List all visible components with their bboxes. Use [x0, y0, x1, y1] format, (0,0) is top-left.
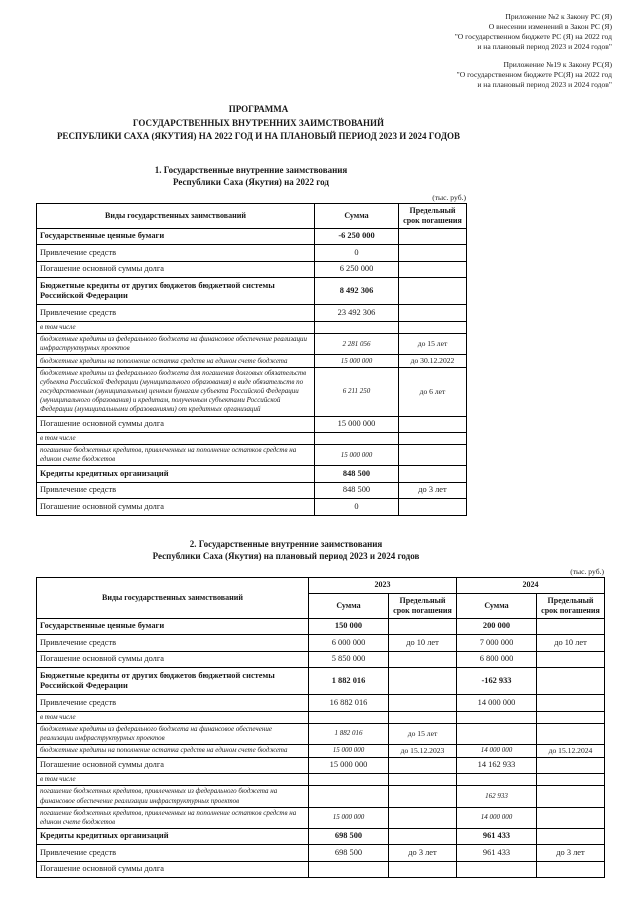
row-label: бюджетные кредиты на пополнение остатка средств на едином счете бюджета: [37, 745, 309, 758]
table-row: [37, 651, 605, 668]
sum-value: -6 250 000: [315, 228, 399, 245]
row-label: Государственные ценные бумаги: [37, 228, 315, 245]
term-2023-value: [389, 786, 457, 807]
table-row: [37, 305, 467, 322]
term-2024-value: до 15.12.2024: [537, 745, 605, 758]
row-label: Привлечение средств: [37, 635, 309, 652]
table-header-row: [37, 577, 605, 593]
term-value: до 15 лет: [399, 333, 467, 354]
row-label: в том числе: [37, 321, 315, 333]
term-value: [399, 261, 467, 278]
term-2024-value: до 10 лет: [537, 635, 605, 652]
term-2024-value: [537, 711, 605, 723]
text-line: О внесении изменений в Закон РС (Я): [488, 21, 612, 31]
row-label: Погашение основной суммы долга: [37, 416, 315, 433]
table-row: [37, 416, 467, 433]
row-label: Погашение основной суммы долга: [37, 499, 315, 516]
sum-2024-value: 14 000 000: [457, 695, 537, 712]
header-term-2023: Предельный срок погашения: [389, 593, 457, 618]
term-value: [399, 245, 467, 262]
text-line: "О государственном бюджете РС(Я) на 2022 год: [456, 70, 612, 80]
table-row: [37, 861, 605, 878]
header-year-2023: 2023: [309, 577, 457, 593]
table-row: [37, 711, 605, 723]
sum-2023-value: 6 000 000: [309, 635, 389, 652]
section-2-heading: [36, 538, 536, 563]
term-value: [399, 433, 467, 445]
row-label: бюджетные кредиты из федерального бюджета на финансовое обеспечение реализации инфраструктурных проектов: [37, 723, 309, 744]
sum-value: 2 281 056: [315, 333, 399, 354]
row-label: Бюджетные кредиты от других бюджетов бюджетной системы Российской Федерации: [37, 278, 315, 305]
sum-2024-value: 14 000 000: [457, 807, 537, 828]
row-label: Привлечение средств: [37, 482, 315, 499]
table-row: [37, 774, 605, 786]
borrowings-table-2022: [36, 203, 467, 516]
header-kind: Виды государственных заимствований: [37, 577, 309, 618]
sum-2024-value: 6 800 000: [457, 651, 537, 668]
sum-2023-value: 15 000 000: [309, 745, 389, 758]
term-2024-value: [537, 774, 605, 786]
header-sum-2024: Сумма: [457, 593, 537, 618]
sum-2023-value: 5 850 000: [309, 651, 389, 668]
term-2023-value: до 3 лет: [389, 845, 457, 862]
row-label: Привлечение средств: [37, 305, 315, 322]
row-label: бюджетные кредиты из федерального бюджета для погашения долговых обязательств субъекта Российской Федерации (муниципального образования) в виде обязательств по государственным (муниципальным) ценным бумагам субъекта Российской Федерации (муниципального образования) и кредитам, полученным субъектами Российской Федерации (муниципальными образованиями) от кредитных организаций: [37, 368, 315, 416]
text-line: 2. Государственные внутренние заимствования: [189, 538, 383, 549]
term-value: [399, 416, 467, 433]
appendix-note-2: [36, 60, 612, 90]
sum-2024-value: 961 433: [457, 845, 537, 862]
table-row: [37, 745, 605, 758]
sum-2023-value: [309, 774, 389, 786]
sum-value: [315, 433, 399, 445]
table-row: [37, 807, 605, 828]
term-value: [399, 466, 467, 483]
sum-2024-value: [457, 711, 537, 723]
table-row: [37, 845, 605, 862]
sum-value: 6 211 250: [315, 368, 399, 416]
term-2024-value: [537, 828, 605, 845]
table-row: [37, 668, 605, 695]
section-1-heading: [36, 164, 466, 189]
header-sum-2023: Сумма: [309, 593, 389, 618]
sum-2024-value: 14 162 933: [457, 757, 537, 774]
sum-2023-value: 1 882 016: [309, 723, 389, 744]
table-row: [37, 333, 467, 354]
row-label: бюджетные кредиты на пополнение остатка средств на едином счете бюджета: [37, 355, 315, 368]
sum-2024-value: [457, 861, 537, 878]
table-row: [37, 245, 467, 262]
sum-value: 848 500: [315, 466, 399, 483]
term-value: до 30.12.2022: [399, 355, 467, 368]
table-row: [37, 466, 467, 483]
row-label: Привлечение средств: [37, 695, 309, 712]
sum-2024-value: 14 000 000: [457, 745, 537, 758]
table-row: [37, 482, 467, 499]
borrowings-table-2023-2024: [36, 577, 605, 878]
table-row: [37, 433, 467, 445]
term-2024-value: [537, 723, 605, 744]
term-2023-value: [389, 711, 457, 723]
table-row: [37, 278, 467, 305]
header-term-2024: Предельный срок погашения: [537, 593, 605, 618]
sum-2023-value: 150 000: [309, 618, 389, 635]
row-label: Кредиты кредитных организаций: [37, 828, 309, 845]
table-row: [37, 695, 605, 712]
row-label: Привлечение средств: [37, 245, 315, 262]
term-2023-value: [389, 828, 457, 845]
text-line: ГОСУДАРСТВЕННЫХ ВНУТРЕННИХ ЗАИМСТВОВАНИЙ: [132, 117, 385, 128]
sum-2024-value: 961 433: [457, 828, 537, 845]
header-year-2024: 2024: [457, 577, 605, 593]
sum-value: 15 000 000: [315, 416, 399, 433]
sum-2023-value: [309, 861, 389, 878]
sum-value: 8 492 306: [315, 278, 399, 305]
table-header-row: [37, 203, 467, 228]
term-2023-value: [389, 695, 457, 712]
row-label: Кредиты кредитных организаций: [37, 466, 315, 483]
term-2024-value: [537, 786, 605, 807]
term-value: [399, 278, 467, 305]
term-value: [399, 228, 467, 245]
term-value: [399, 321, 467, 333]
sum-2023-value: 15 000 000: [309, 807, 389, 828]
text-line: "О государственном бюджете РС (Я) на 2022 год: [454, 31, 612, 41]
row-label: погашение бюджетных кредитов, привлеченных из федерального бюджета на финансовое обеспечение реализации инфраструктурных проектов: [37, 786, 309, 807]
sum-value: 15 000 000: [315, 445, 399, 466]
table-row: [37, 228, 467, 245]
row-label: погашение бюджетных кредитов, привлеченных на пополнение остатков средств на едином счете бюджетов: [37, 445, 315, 466]
units-label-1: (тыс. руб.): [432, 192, 466, 202]
row-label: в том числе: [37, 433, 315, 445]
table-row: [37, 828, 605, 845]
sum-value: 23 492 306: [315, 305, 399, 322]
header-term: Предельный срок погашения: [399, 203, 467, 228]
term-2023-value: [389, 651, 457, 668]
header-sum: Сумма: [315, 203, 399, 228]
text-line: Республики Саха (Якутия) на 2022 год: [173, 177, 329, 188]
text-line: и на плановый период 2023 и 2024 годов": [477, 80, 612, 90]
term-value: [399, 305, 467, 322]
row-label: Бюджетные кредиты от других бюджетов бюджетной системы Российской Федерации: [37, 668, 309, 695]
term-value: [399, 499, 467, 516]
term-2023-value: [389, 668, 457, 695]
term-2024-value: [537, 757, 605, 774]
sum-2023-value: 16 882 016: [309, 695, 389, 712]
sum-value: 6 250 000: [315, 261, 399, 278]
table-row: [37, 757, 605, 774]
sum-value: [315, 321, 399, 333]
term-2023-value: [389, 757, 457, 774]
table-row: [37, 445, 467, 466]
sum-2024-value: 7 000 000: [457, 635, 537, 652]
sum-2023-value: 1 882 016: [309, 668, 389, 695]
term-value: до 3 лет: [399, 482, 467, 499]
row-label: Погашение основной суммы долга: [37, 261, 315, 278]
sum-2024-value: 200 000: [457, 618, 537, 635]
row-label: Погашение основной суммы долга: [37, 861, 309, 878]
term-2024-value: [537, 695, 605, 712]
row-label: в том числе: [37, 711, 309, 723]
sum-2024-value: [457, 723, 537, 744]
sum-value: 0: [315, 499, 399, 516]
term-value: [399, 445, 467, 466]
sum-2024-value: [457, 774, 537, 786]
sum-2023-value: [309, 786, 389, 807]
table-row: [37, 261, 467, 278]
term-2023-value: [389, 774, 457, 786]
row-label: погашение бюджетных кредитов, привлеченных на пополнение остатков средств на едином счете бюджетов: [37, 807, 309, 828]
table-row: [37, 618, 605, 635]
text-line: РЕСПУБЛИКИ САХА (ЯКУТИЯ) НА 2022 ГОД И НА ПЛАНОВЫЙ ПЕРИОД 2023 И 2024 ГОДОВ: [56, 131, 461, 142]
row-label: Привлечение средств: [37, 845, 309, 862]
sum-value: 0: [315, 245, 399, 262]
header-kind: Виды государственных заимствований: [37, 203, 315, 228]
sum-value: 15 000 000: [315, 355, 399, 368]
row-label: Погашение основной суммы долга: [37, 651, 309, 668]
table-row: [37, 499, 467, 516]
term-value: до 6 лет: [399, 368, 467, 416]
text-line: Республики Саха (Якутия) на плановый период 2023 и 2024 годов: [152, 551, 420, 562]
text-line: ПРОГРАММА: [228, 104, 289, 115]
sum-2024-value: -162 933: [457, 668, 537, 695]
sum-2023-value: 15 000 000: [309, 757, 389, 774]
row-label: бюджетные кредиты из федерального бюджета на финансовое обеспечение реализации инфраструктурных проектов: [37, 333, 315, 354]
table-row: [37, 368, 467, 416]
term-2023-value: до 15 лет: [389, 723, 457, 744]
document-title: [36, 103, 481, 144]
term-2024-value: [537, 861, 605, 878]
appendix-note-1: [36, 12, 612, 51]
table-row: [37, 786, 605, 807]
term-2024-value: [537, 807, 605, 828]
term-2023-value: до 10 лет: [389, 635, 457, 652]
table-row: [37, 355, 467, 368]
row-label: в том числе: [37, 774, 309, 786]
table-row: [37, 321, 467, 333]
term-2023-value: [389, 807, 457, 828]
text-line: Приложение №19 к Закону РС(Я): [503, 60, 612, 70]
term-2023-value: до 15.12.2023: [389, 745, 457, 758]
text-line: 1. Государственные внутренние заимствования: [154, 164, 348, 175]
row-label: Погашение основной суммы долга: [37, 757, 309, 774]
term-2024-value: [537, 668, 605, 695]
units-label-2: (тыс. руб.): [570, 566, 604, 576]
table-row: [37, 635, 605, 652]
text-line: Приложение №2 к Закону РС (Я): [505, 12, 612, 21]
sum-2024-value: 162 933: [457, 786, 537, 807]
text-line: и на плановый период 2023 и 2024 годов": [477, 41, 612, 51]
term-2024-value: до 3 лет: [537, 845, 605, 862]
term-2023-value: [389, 861, 457, 878]
sum-2023-value: 698 500: [309, 845, 389, 862]
term-2024-value: [537, 618, 605, 635]
sum-2023-value: [309, 711, 389, 723]
sum-2023-value: 698 500: [309, 828, 389, 845]
sum-value: 848 500: [315, 482, 399, 499]
row-label: Государственные ценные бумаги: [37, 618, 309, 635]
term-2023-value: [389, 618, 457, 635]
term-2024-value: [537, 651, 605, 668]
table-row: [37, 723, 605, 744]
